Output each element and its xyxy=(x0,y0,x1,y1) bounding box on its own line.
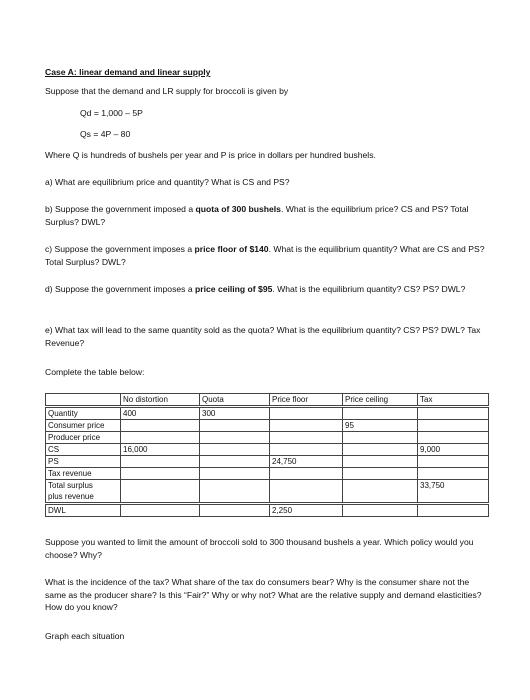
table-cell: Quantity xyxy=(46,407,121,420)
table-cell: PS xyxy=(46,456,121,468)
table-cell xyxy=(200,456,270,468)
table-row xyxy=(46,468,489,480)
demand-equation: Qd = 1,000 – 5P xyxy=(80,108,143,118)
table-cell xyxy=(343,468,418,480)
table-cell xyxy=(200,504,270,517)
table-cell xyxy=(343,504,418,517)
table-cell: Producer price xyxy=(46,432,121,444)
table-cell xyxy=(343,407,418,420)
table-cell: 400 xyxy=(121,407,200,420)
table-cell xyxy=(121,432,200,444)
case-title: Case A: linear demand and linear supply xyxy=(45,67,211,77)
table-cell xyxy=(121,468,200,480)
intro-text: Suppose that the demand and LR supply for broccoli is given by xyxy=(45,86,289,96)
table-cell: 33,750 xyxy=(418,480,489,504)
table-cell xyxy=(200,480,270,504)
table-cell xyxy=(121,504,200,517)
table-cell xyxy=(200,468,270,480)
question-d: d) Suppose the government imposes a price ceiling of $95. What is the equilibrium quantity? CS? PS? DWL? xyxy=(45,284,466,294)
graph-instruction: Graph each situation xyxy=(45,631,125,641)
table-cell xyxy=(200,444,270,456)
question-a: a) What are equilibrium price and quantity? What is CS and PS? xyxy=(45,177,290,187)
header-cell: Price ceiling xyxy=(343,394,418,407)
table-cell: 2,250 xyxy=(270,504,343,517)
header-cell: Quota xyxy=(200,394,270,407)
table-cell xyxy=(121,480,200,504)
header-cell: No distortion xyxy=(121,394,200,407)
table-cell xyxy=(270,432,343,444)
table-cell: CS xyxy=(46,444,121,456)
table-cell: Total surplus plus revenue xyxy=(46,480,121,504)
table-cell xyxy=(343,456,418,468)
table-cell xyxy=(270,420,343,432)
table-row xyxy=(46,504,489,517)
table-cell xyxy=(418,432,489,444)
policy-question: Suppose you wanted to limit the amount of broccoli sold to 300 thousand bushels a year. Which policy would you choose? Why? xyxy=(45,537,474,560)
table-row xyxy=(46,420,489,432)
table-cell: 9,000 xyxy=(418,444,489,456)
table-cell xyxy=(200,432,270,444)
table-cell: Consumer price xyxy=(46,420,121,432)
table-header-row xyxy=(46,394,489,407)
header-cell xyxy=(46,394,121,407)
results-table xyxy=(45,393,489,517)
table-cell xyxy=(270,444,343,456)
table-row xyxy=(46,407,489,420)
question-e: e) What tax will lead to the same quantity sold as the quota? What is the equilibrium quantity? CS? PS? DWL? Tax Revenue? xyxy=(45,325,481,348)
incidence-question: What is the incidence of the tax? What share of the tax do consumers bear? Why is the consumer share not the same as the producer share? Is this “Fair?” Why or why not? What are the relative supply and demand elasticities? How do you know? xyxy=(45,577,482,612)
definitions-text: Where Q is hundreds of bushels per year and P is price in dollars per hundred bushels. xyxy=(45,150,376,160)
table-cell xyxy=(121,420,200,432)
table-cell: 24,750 xyxy=(270,456,343,468)
header-cell: Price floor xyxy=(270,394,343,407)
table-row xyxy=(46,456,489,468)
table-cell xyxy=(343,480,418,504)
question-b: b) Suppose the government imposed a quota of 300 bushels. What is the equilibrium price? CS and PS? Total Surplus? DWL? xyxy=(45,204,469,227)
table-cell xyxy=(418,407,489,420)
supply-equation: Qs = 4P – 80 xyxy=(80,129,131,139)
table-cell xyxy=(418,420,489,432)
table-row xyxy=(46,432,489,444)
table-cell xyxy=(418,456,489,468)
table-row xyxy=(46,480,489,504)
table-cell: Tax revenue xyxy=(46,468,121,480)
table-cell xyxy=(418,468,489,480)
table-cell: DWL xyxy=(46,504,121,517)
table-cell xyxy=(121,456,200,468)
table-row xyxy=(46,444,489,456)
table-instruction: Complete the table below: xyxy=(45,367,145,377)
table-cell xyxy=(270,407,343,420)
question-c: c) Suppose the government imposes a price floor of $140. What is the equilibrium quantity? What are CS and PS? Total Surplus? DWL? xyxy=(45,244,485,267)
table-cell: 95 xyxy=(343,420,418,432)
table-cell xyxy=(418,504,489,517)
table-cell xyxy=(270,480,343,504)
table-cell xyxy=(200,420,270,432)
header-cell: Tax xyxy=(418,394,489,407)
table-cell xyxy=(343,432,418,444)
table-cell xyxy=(343,444,418,456)
table-cell xyxy=(270,468,343,480)
table-cell: 300 xyxy=(200,407,270,420)
table-cell: 16,000 xyxy=(121,444,200,456)
